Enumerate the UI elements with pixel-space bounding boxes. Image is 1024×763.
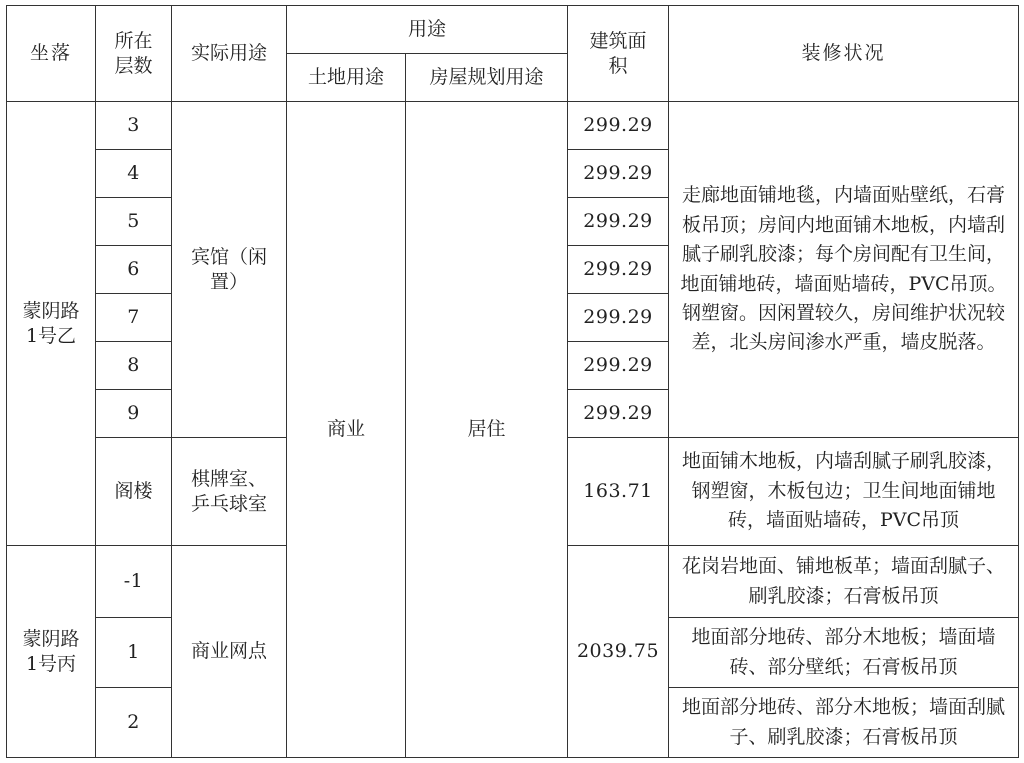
floor-cell: 6 [96, 246, 172, 294]
location-2-line1: 蒙阴路 [22, 627, 80, 650]
actual-use-attic-line2: 乒乓球室 [190, 492, 267, 515]
floor-cell: 9 [96, 390, 172, 438]
location-1-line1: 蒙阴路 [22, 299, 80, 322]
header-floor-line2: 层数 [114, 54, 153, 77]
header-decoration: 装修状况 [669, 6, 1019, 102]
floor-cell: 2 [96, 688, 172, 758]
header-planned-use: 房屋规划用途 [406, 54, 568, 102]
area-cell: 299.29 [568, 150, 669, 198]
floor-cell: 1 [96, 618, 172, 688]
floor-cell: 4 [96, 150, 172, 198]
decoration-commercial: 花岗岩地面、铺地板革；墙面刮腻子、刷乳胶漆；石膏板吊顶 [669, 546, 1019, 618]
area-cell: 299.29 [568, 294, 669, 342]
actual-use-hotel [172, 102, 287, 438]
header-floor-line1: 所在 [114, 29, 153, 52]
floor-cell: 3 [96, 102, 172, 150]
area-cell: 299.29 [568, 246, 669, 294]
area-cell-commercial: 2039.75 [568, 546, 669, 758]
location-cell-2 [7, 546, 96, 758]
area-cell: 299.29 [568, 102, 669, 150]
header-floor [96, 6, 172, 102]
location-cell-1 [7, 102, 96, 546]
header-area-line1: 建筑面 [589, 29, 647, 52]
location-2-line2: 1号丙 [25, 652, 77, 675]
floor-cell: -1 [96, 546, 172, 618]
header-area [568, 6, 669, 102]
planned-use-cell: 居住 [406, 102, 568, 758]
header-use: 用途 [287, 6, 568, 54]
actual-use-hotel-line2: 置） [209, 270, 248, 293]
actual-use-attic [172, 438, 287, 546]
actual-use-commercial: 商业网点 [172, 546, 287, 758]
actual-use-hotel-line1: 宾馆（闲 [190, 245, 267, 268]
area-cell: 299.29 [568, 198, 669, 246]
decoration-commercial: 地面部分地砖、部分木地板；墙面刮腻子、刷乳胶漆；石膏板吊顶 [669, 688, 1019, 758]
floor-cell: 8 [96, 342, 172, 390]
floor-cell-attic: 阁楼 [96, 438, 172, 546]
decoration-attic: 地面铺木地板，内墙刮腻子刷乳胶漆，钢塑窗，木板包边；卫生间地面铺地砖，墙面贴墙砖，PVC吊顶 [669, 438, 1019, 546]
header-actual-use: 实际用途 [172, 6, 287, 102]
area-cell: 299.29 [568, 342, 669, 390]
property-table [6, 5, 1019, 758]
decoration-hotel: 走廊地面铺地毯，内墙面贴壁纸，石膏板吊顶；房间内地面铺木地板，内墙刮腻子刷乳胶漆；每个房间配有卫生间，地面铺地砖，墙面贴墙砖，PVC吊顶。钢塑窗。因闲置较久，房间维护状况较差，北头房间渗水严重，墙皮脱落。 [669, 102, 1019, 438]
area-cell-attic: 163.71 [568, 438, 669, 546]
land-use-cell: 商业 [287, 102, 406, 758]
floor-cell: 7 [96, 294, 172, 342]
header-area-line2: 积 [608, 54, 628, 77]
area-cell: 299.29 [568, 390, 669, 438]
actual-use-attic-line1: 棋牌室、 [190, 467, 267, 490]
location-1-line2: 1号乙 [25, 324, 77, 347]
decoration-commercial: 地面部分地砖、部分木地板；墙面墙砖、部分壁纸；石膏板吊顶 [669, 618, 1019, 688]
floor-cell: 5 [96, 198, 172, 246]
header-location: 坐落 [7, 6, 96, 102]
header-land-use: 土地用途 [287, 54, 406, 102]
